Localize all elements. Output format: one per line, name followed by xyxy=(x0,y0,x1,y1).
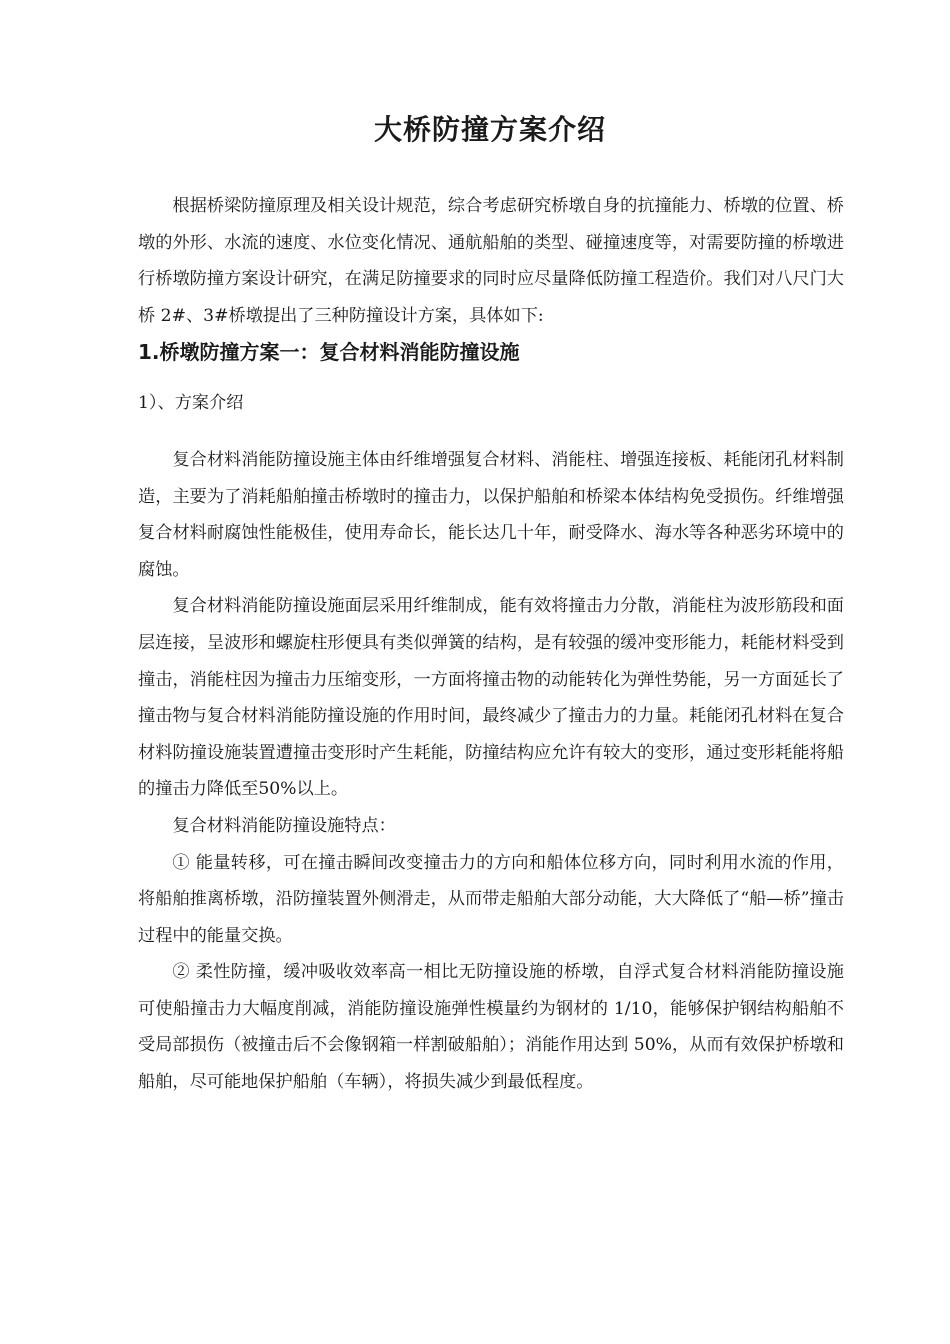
features-heading: 复合材料消能防撞设施特点： xyxy=(172,815,396,836)
document-title: 大桥防撞方案介绍 xyxy=(373,113,606,146)
body-paragraph-2: 复合材料消能防撞设施面层采用纤维制成，能有效将撞击力分散，消能柱为波形筋段和面层连接，呈波形和螺旋柱形便具有类似弹簧的结构，是有较强的缓冲变形能力，耗能材料受到撞击，消能柱因为撞击力压缩变形，一方面将撞击物的动能转化为弹性势能，另一方面延长了撞击物与复合材料消能防撞设施的作用时间，最终减少了撞击力的力量。耗能闭孔材料在复合材料防撞设施装置遭撞击变形时产生耗能，防撞结构应允许有较大的变形，通过变形耗能将船的撞击力降低至50%以上。 xyxy=(138,596,844,800)
document-body xyxy=(138,188,844,1101)
section-heading-1: 1.桥墩防撞方案一：复合材料消能防撞设施 xyxy=(138,340,520,365)
body-paragraph-1: 复合材料消能防撞设施主体由纤维增强复合材料、消能柱、增强连接板、耗能闭孔材料制造，主要为了消耗船舶撞击桥墩时的撞击力，以保护船舶和桥梁本体结构免受损伤。纤维增强复合材料耐腐蚀性能极佳，使用寿命长，能长达几十年，耐受降水、海水等各种恶劣环境中的腐蚀。 xyxy=(138,449,844,580)
intro-paragraph: 根据桥梁防撞原理及相关设计规范，综合考虑研究桥墩自身的抗撞能力、桥墩的位置、桥墩的外形、水流的速度、水位变化情况、通航船舶的类型、碰撞速度等，对需要防撞的桥墩进行桥墩防撞方案设计研究，在满足防撞要求的同时应尽量降低防撞工程造价。我们对八尺门大桥 2#、3#桥墩提出了三种防撞设计方案，具体如下: xyxy=(138,196,844,326)
subsection-heading-1: 1）、方案介绍 xyxy=(138,393,244,414)
feature-item-2: ② 柔性防撞，缓冲吸收效率高一相比无防撞设施的桥墩，自浮式复合材料消能防撞设施可使船撞击力大幅度削减，消能防撞设施弹性模量约为钢材的 1/10，能够保护钢结构船舶不受局部损伤（被撞击后不会像钢箱一样割破船舶）；消能作用达到 50%，从而有效保护桥墩和船舶，尽可能地保护船舶（车辆），将损失减少到最低程度。 xyxy=(138,962,844,1093)
feature-item-1: ① 能量转移，可在撞击瞬间改变撞击力的方向和船体位移方向，同时利用水流的作用，将船舶推离桥墩，沿防撞装置外侧滑走，从而带走船舶大部分动能，大大降低了“船—桥”撞击过程中的能量交换。 xyxy=(138,852,844,946)
